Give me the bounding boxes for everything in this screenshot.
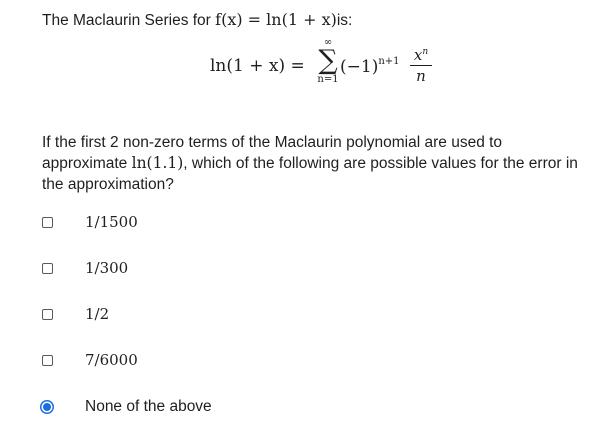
option-3-label: 1/2 <box>85 305 110 323</box>
alternating-term <box>340 56 400 77</box>
option-2-checkbox[interactable] <box>42 263 53 274</box>
option-1[interactable] <box>42 211 138 233</box>
sum-lower-limit: n=1 <box>317 74 339 85</box>
term-exponent: n+1 <box>378 56 400 67</box>
option-4[interactable] <box>42 349 138 371</box>
summation <box>313 38 343 86</box>
option-5[interactable] <box>42 396 212 418</box>
question-part2: , which of the following are possible values for the error in the approximation? <box>42 155 578 193</box>
question-text <box>42 132 587 195</box>
option-5-radio-selected[interactable] <box>40 400 54 414</box>
fraction-numerator: $x^n$ <box>413 46 429 64</box>
option-1-label: 1/1500 <box>85 213 138 231</box>
option-2-label: 1/300 <box>85 259 129 277</box>
sigma-symbol: ∑ <box>318 45 338 76</box>
term-base: (−1) <box>340 57 379 77</box>
option-4-checkbox[interactable] <box>42 355 53 366</box>
option-3-checkbox[interactable] <box>42 309 53 320</box>
fraction-denominator: n <box>416 67 426 85</box>
fraction-bar <box>410 65 432 66</box>
option-2[interactable] <box>42 257 129 279</box>
intro-suffix: is: <box>336 12 353 29</box>
sum-upper-limit: ∞ <box>323 37 333 48</box>
series-intro-text <box>42 10 352 30</box>
option-1-checkbox[interactable] <box>42 217 53 228</box>
question-math: ln(1.1) <box>131 154 184 172</box>
question-part1: If the first 2 non-zero terms of the Maclaurin polynomial are used to approximate <box>42 134 503 172</box>
intro-prefix: The Maclaurin Series for <box>42 12 211 29</box>
option-4-label: 7/6000 <box>85 351 138 369</box>
option-3[interactable] <box>42 303 110 325</box>
maclaurin-formula <box>210 38 450 102</box>
option-5-label: None of the above <box>85 398 212 415</box>
formula-lhs: ln(1 + x) = <box>210 56 305 76</box>
intro-function: f(x) = ln(1 + x) <box>215 10 337 29</box>
fraction <box>410 44 432 84</box>
